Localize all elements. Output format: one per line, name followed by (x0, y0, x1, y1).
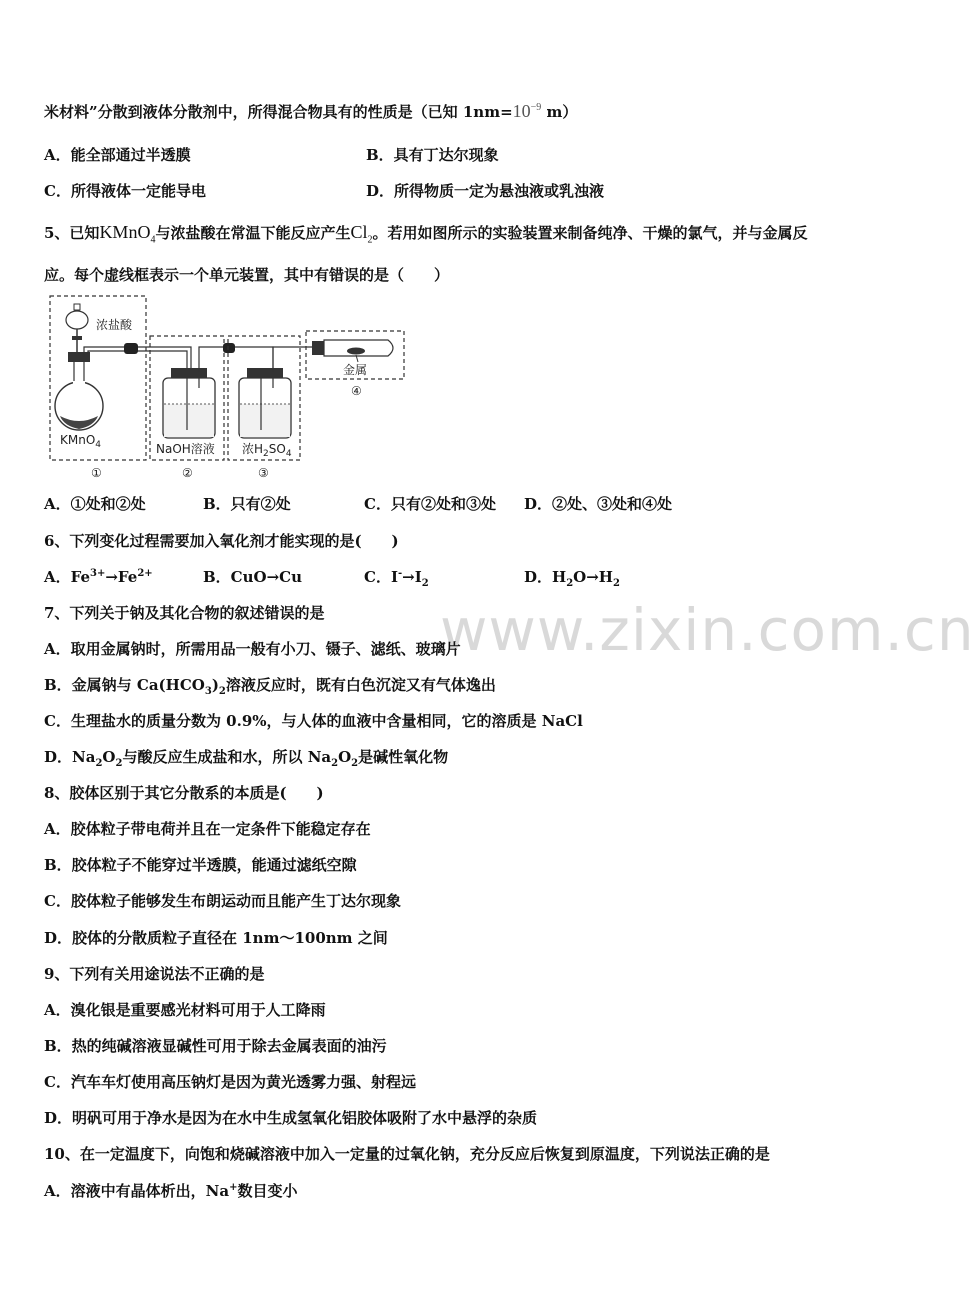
q4-tail-text: 米材料”分散到液体分散剂中，所得混合物具有的性质是（已知 1nm= (44, 103, 513, 121)
q5-option-b: B．只有②处 (203, 495, 291, 513)
q7-option-a: A．取用金属钠时，所需用品一般有小刀、镊子、滤纸、玻璃片 (44, 640, 461, 658)
q8-option-b: B．胶体粒子不能穿过半透膜，能通过滤纸空隙 (44, 856, 357, 874)
q4-power: $10^{-9}$ (512, 101, 542, 121)
flask-label: KMnO$_4$ (60, 433, 102, 450)
apparatus-figure (46, 292, 411, 484)
q6-question: 6、下列变化过程需要加入氧化剂才能实现的是( ) (44, 532, 399, 550)
q6-option-b: B．CuO→Cu (203, 568, 303, 586)
q5-option-a: A．①处和②处 (44, 495, 146, 513)
q9-question: 9、下列有关用途说法不正确的是 (44, 965, 265, 983)
acid-label: 浓盐酸 (96, 318, 133, 332)
flask-stopper (68, 352, 90, 362)
cl2-formula: $Cl_2$ (350, 222, 373, 246)
q4-option-c: C．所得液体一定能导电 (44, 182, 206, 200)
q8-option-a: A．胶体粒子带电荷并且在一定条件下能稳定存在 (44, 820, 371, 838)
bottle2-stopper (171, 368, 207, 378)
q8-question: 8、胶体区别于其它分散系的本质是( ) (44, 784, 324, 802)
rubber-joint-1 (124, 343, 138, 354)
q10-question: 10、在一定温度下，向饱和烧碱溶液中加入一定量的过氧化钠，充分反应后恢复到原温度，下列说法正确的是 (44, 1145, 770, 1163)
unit4-label: ④ (351, 384, 362, 398)
q4-option-a: A．能全部通过半透膜 (44, 146, 191, 164)
q9-option-b: B．热的纯碱溶液显碱性可用于除去金属表面的油污 (44, 1037, 387, 1055)
bottle2-label: NaOH溶液 (156, 442, 215, 456)
q4-option-b: B．具有丁达尔现象 (366, 146, 499, 164)
q6-option-d: D．$H_2O\to H_2$ (524, 568, 620, 589)
rubber-joint-2 (223, 343, 235, 353)
unit1-label: ① (91, 466, 102, 480)
bottle3-liquid (240, 404, 290, 437)
bottle3-stopper (247, 368, 283, 378)
funnel-bulb (66, 311, 88, 329)
q5-stem-line1: 5、已知KMnO$_4$与浓盐酸在常温下能反应产生$Cl_2$。若用如图所示的实验装置来制备纯净、干燥的氯气，并与金属反 (44, 222, 808, 246)
q8-option-c: C．胶体粒子能够发生布朗运动而且能产生丁达尔现象 (44, 892, 401, 910)
q4-stem-tail: 米材料”分散到液体分散剂中，所得混合物具有的性质是（已知 $1nm=10^{-9}$ m） (44, 101, 578, 121)
q7-option-d: D．$Na_2O_2$与酸反应生成盐和水，所以 $Na_2O_2$是碱性氧化物 (44, 748, 449, 769)
flask-neck-mask (73, 381, 85, 389)
q9-option-c: C．汽车车灯使用高压钠灯是因为黄光透雾力强、射程远 (44, 1073, 416, 1091)
q9-option-a: A．溴化银是重要感光材料可用于人工降雨 (44, 1001, 326, 1019)
bottle3-label: 浓$H_2SO_4$ (242, 442, 292, 459)
bottle2-liquid (164, 404, 214, 437)
q4-option-d: D．所得物质一定为悬浊液或乳浊液 (366, 182, 605, 200)
q6-option-c: C．$I^-\to I_2$ (364, 568, 429, 589)
funnel-stopper (74, 304, 80, 310)
tube4-stopper (312, 341, 324, 355)
q5-stem-line2: 应。每个虚线框表示一个单元装置，其中有错误的是（ ） (44, 266, 450, 284)
unit2-label: ② (182, 466, 193, 480)
q5-option-d: D．②处、③处和④处 (524, 495, 673, 513)
unit3-label: ③ (258, 466, 269, 480)
kmno4-formula: KMnO$_4$ (99, 222, 156, 246)
q7-option-b: B．金属钠与 $Ca(HCO_3)_2$溶液反应时，既有白色沉淀又有气体逸出 (44, 676, 496, 697)
q7-question: 7、下列关于钠及其化合物的叙述错误的是 (44, 604, 325, 622)
metal-label: 金属 (343, 363, 368, 377)
funnel-stopcock (72, 336, 82, 340)
q7-option-c: C．生理盐水的质量分数为 0.9%，与人体的血液中含量相同，它的溶质是 NaCl (44, 712, 583, 730)
q9-option-d: D．明矾可用于净水是因为在水中生成氢氧化铝胶体吸附了水中悬浮的杂质 (44, 1109, 538, 1127)
watermark: www.zixin.com.cn (440, 596, 975, 664)
q10-option-a: A．溶液中有晶体析出，Na+数目变小 (44, 1182, 298, 1200)
q6-option-a: A．$Fe^{3+}\to Fe^{2+}$ (44, 568, 153, 586)
q5-option-c: C．只有②处和③处 (364, 495, 496, 513)
metal-sample (347, 348, 365, 355)
q8-option-d: D．胶体的分散质粒子直径在 1nm～100nm 之间 (44, 929, 388, 947)
